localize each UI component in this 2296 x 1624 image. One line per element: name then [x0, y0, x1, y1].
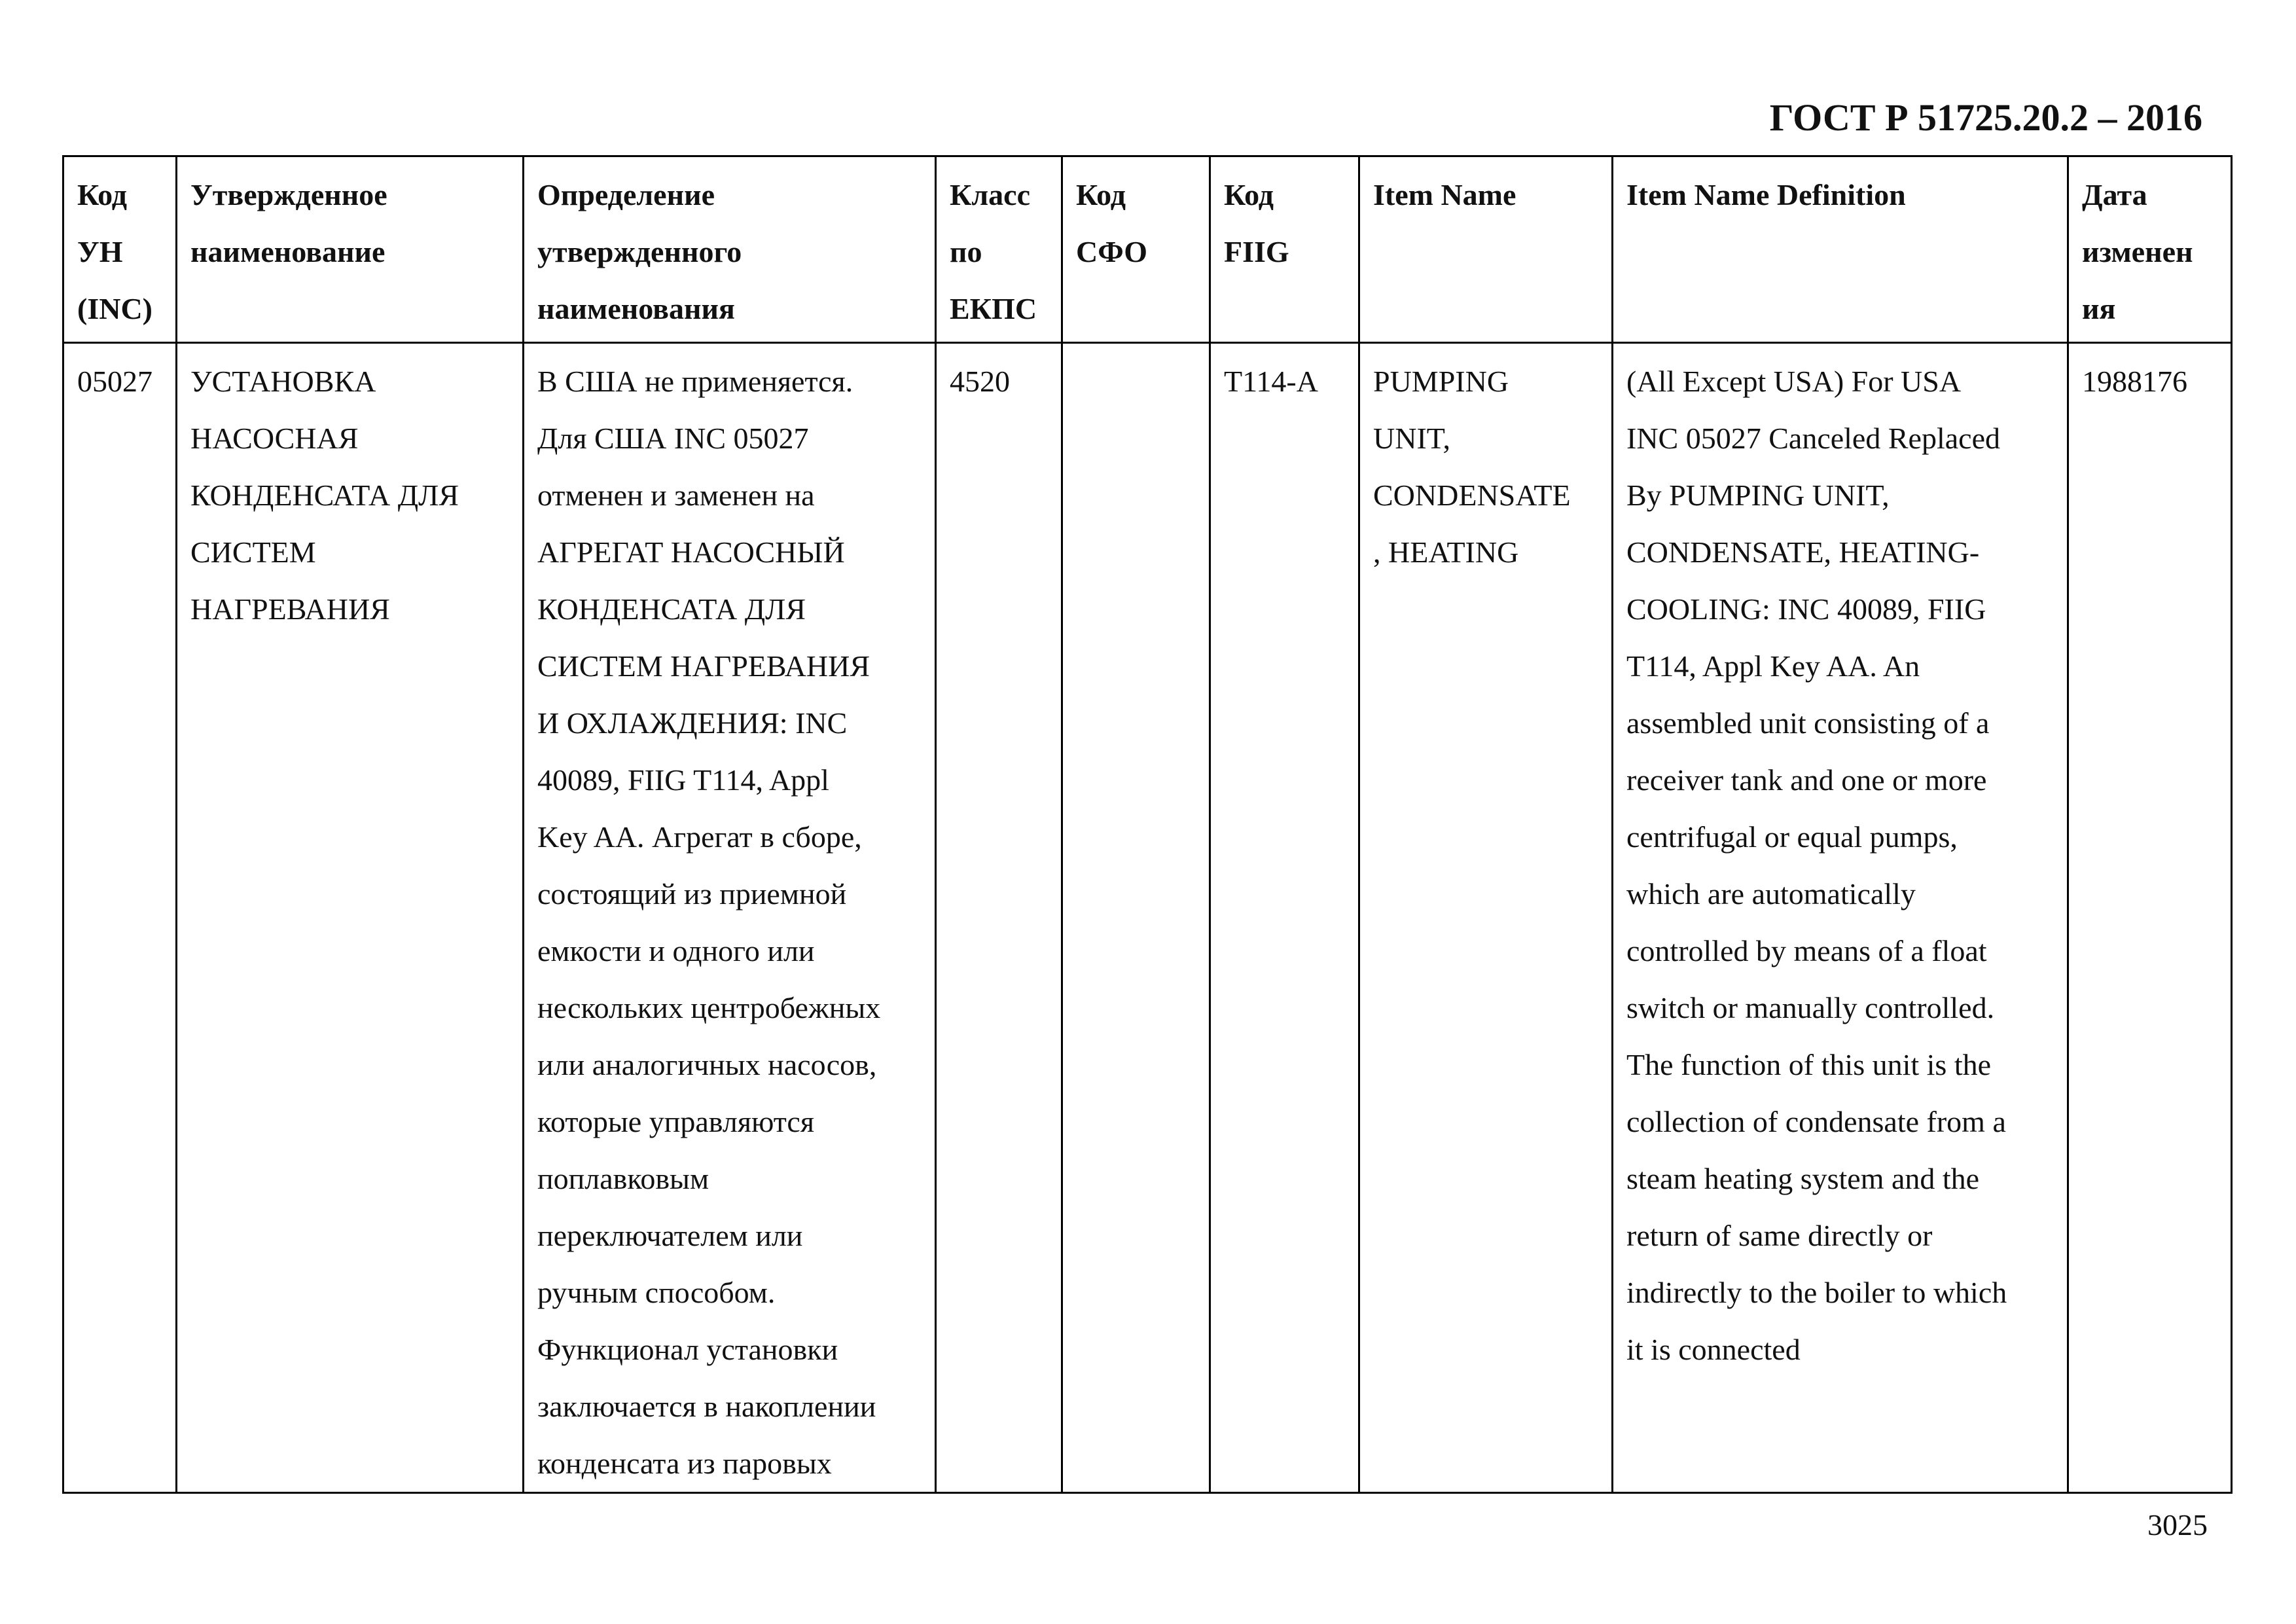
document-standard-title: ГОСТ Р 51725.20.2 – 2016	[1769, 96, 2202, 139]
page-number: 3025	[2147, 1508, 2208, 1542]
cell-sfo-code	[1062, 343, 1210, 1493]
cell-definition: В США не применяется. Для США INC 05027 отменен и заменен на АГРЕГАТ НАСОСНЫЙ КОНДЕНСАТА ДЛЯ СИСТЕМ НАГРЕВАНИЯ И ОХЛАЖДЕНИЯ: INC 40089, FIIG T114, Appl Key AA. Агрегат в сборе, состоящий из приемной емкости и одного или нескольких центробежных или аналогичных насосов, которые управляются поплавковым переключателем или ручным способом. Функционал установки заключается в накоплении конденсата из паровых	[524, 343, 936, 1493]
inc-catalog-table	[62, 155, 2233, 1494]
cell-ekps-class: 4520	[936, 343, 1062, 1493]
cell-change-date: 1988176	[2068, 343, 2232, 1493]
column-header-item-name-definition: Item Name Definition	[1613, 156, 2068, 343]
column-header-sfo-code: Код СФО	[1062, 156, 1210, 343]
table-row	[63, 343, 2232, 1493]
cell-approved-name: УСТАНОВКА НАСОСНАЯ КОНДЕНСАТА ДЛЯ СИСТЕМ НАГРЕВАНИЯ	[177, 343, 524, 1493]
cell-item-name: PUMPING UNIT, CONDENSATE , HEATING	[1359, 343, 1613, 1493]
column-header-fiig-code: Код FIIG	[1210, 156, 1359, 343]
column-header-definition: Определение утвержденного наименования	[524, 156, 936, 343]
column-header-inc: Код УН (INC)	[63, 156, 177, 343]
column-header-item-name: Item Name	[1359, 156, 1613, 343]
column-header-approved-name: Утвержденное наименование	[177, 156, 524, 343]
table-header-row	[63, 156, 2232, 343]
cell-inc: 05027	[63, 343, 177, 1493]
cell-fiig-code: T114-A	[1210, 343, 1359, 1493]
column-header-change-date: Дата изменен ия	[2068, 156, 2232, 343]
column-header-ekps-class: Класс по ЕКПС	[936, 156, 1062, 343]
cell-item-name-definition: (All Except USA) For USA INC 05027 Canceled Replaced By PUMPING UNIT, CONDENSATE, HEATING- COOLING: INC 40089, FIIG T114, Appl Key AA. An assembled unit consisting of a receiver tank and one or more centrifugal or equal pumps, which are automatically controlled by means of a float switch or manually controlled. The function of this unit is the collection of condensate from a steam heating system and the return of same directly or indirectly to the boiler to which it is connected	[1613, 343, 2068, 1493]
